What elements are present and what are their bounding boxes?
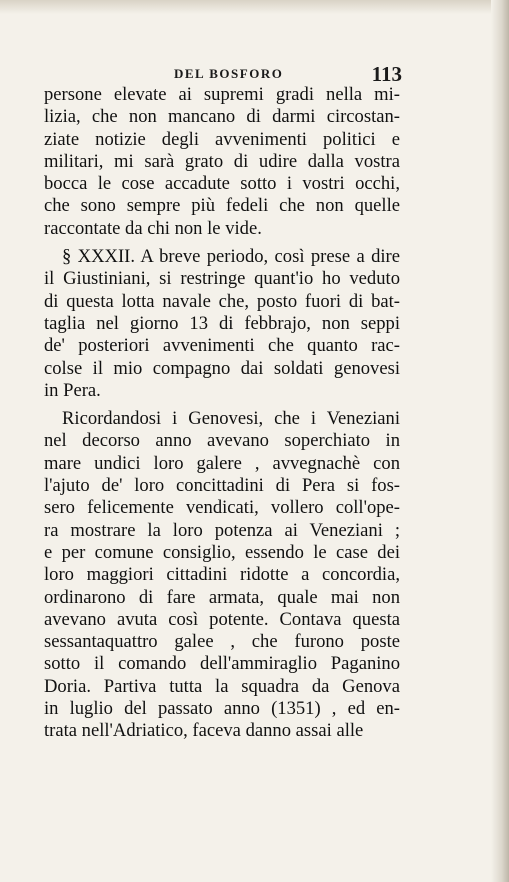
text-line: in luglio del passato anno (1351) , ed en- <box>44 698 400 720</box>
text-line: taglia nel giorno 13 di febbrajo, non seppi <box>44 312 400 334</box>
body-text <box>44 84 400 743</box>
running-head: DEL BOSFORO <box>174 66 284 81</box>
text-line: § XXXII. A breve periodo, così prese a dire <box>62 246 400 268</box>
text-line: militari, mi sarà grato di udire dalla vostra <box>44 150 400 172</box>
text-line: colse il mio compagno dai soldati genovesi <box>44 357 400 379</box>
text-line: in Pera. <box>44 379 101 401</box>
text-line: che sono sempre più fedeli che non quelle <box>44 195 400 217</box>
paragraph <box>44 246 400 402</box>
text-line: bocca le cose accadute sotto i vostri occhi, <box>44 173 400 195</box>
text-line: nel decorso anno avevano soperchiato in <box>44 430 400 452</box>
text-line: Ricordandosi i Genovesi, che i Veneziani <box>62 408 400 430</box>
text-line: di questa lotta navale che, posto fuori di bat- <box>44 290 400 312</box>
page-binding-edge <box>491 0 509 882</box>
text-line: avevano avuta così potente. Contava questa <box>44 608 400 630</box>
paragraph <box>44 408 400 742</box>
text-line: e per comune consiglio, essendo le case dei <box>44 541 400 563</box>
text-line: il Giustiniani, si restringe quant'io ho veduto <box>44 268 400 290</box>
text-line: de' posteriori avvenimenti che quanto rac- <box>44 335 400 357</box>
text-line: ra mostrare la loro potenza ai Veneziani ; <box>44 519 400 541</box>
text-line: sotto il comando dell'ammiraglio Paganino <box>44 653 400 675</box>
text-line: raccontate da chi non le vide. <box>44 217 262 239</box>
page-number: 113 <box>371 62 402 86</box>
paragraph <box>44 84 400 240</box>
text-line: trata nell'Adriatico, faceva danno assai alle <box>44 720 364 742</box>
page-top-edge <box>0 0 509 14</box>
text-line: sero felicemente vendicati, vollero coll'ope- <box>44 497 400 519</box>
text-line: Doria. Partiva tutta la squadra da Genova <box>44 675 400 697</box>
text-line: ziate notizie degli avvenimenti politici e <box>44 128 400 150</box>
text-line: ordinarono di fare armata, quale mai non <box>44 586 400 608</box>
text-line: persone elevate ai supremi gradi nella mi- <box>44 84 400 105</box>
text-line: loro maggiori cittadini ridotte a concordia, <box>44 564 400 586</box>
text-line: l'ajuto de' loro concittadini di Pera si fos- <box>44 475 400 497</box>
page-header <box>40 62 410 86</box>
text-line: sessantaquattro galee , che furono poste <box>44 631 400 653</box>
text-line: lizia, che non mancano di darmi circostan- <box>44 106 400 128</box>
text-line: mare undici loro galere , avvegnachè con <box>44 452 400 474</box>
